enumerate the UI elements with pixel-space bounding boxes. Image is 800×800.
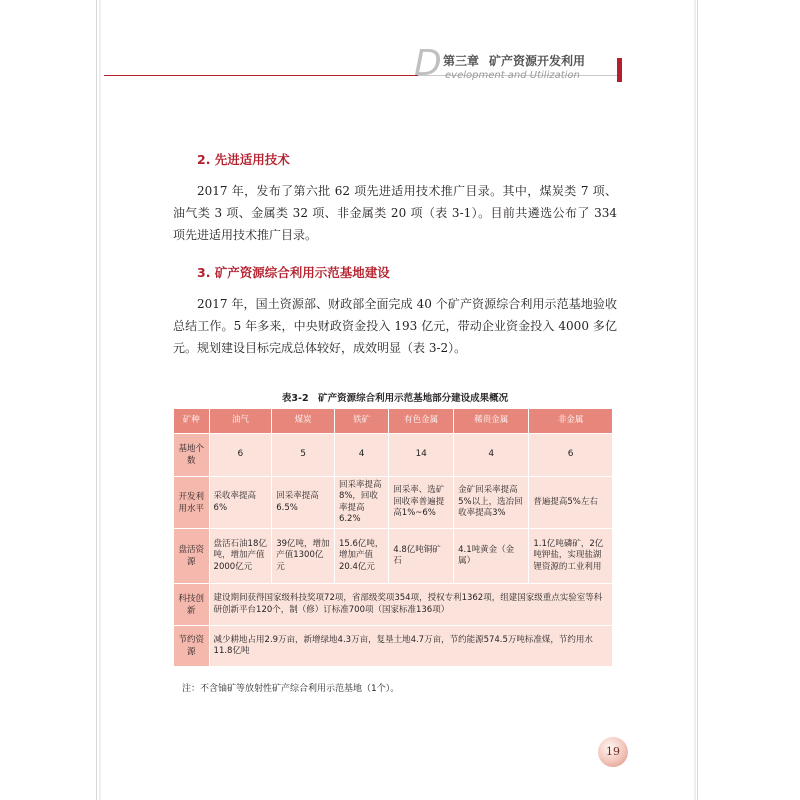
row-header: 开发利用水平 [174, 477, 210, 529]
table-cell-merged: 建设期间获得国家级科技奖项72项，省部级奖项354项，授权专利1362项，组建国家级重点实验室等科研创新平台120个，制（修）订标准700项（国家标准136项） [209, 584, 612, 626]
column-header: 稀贵金属 [454, 409, 529, 434]
page-edge-right [697, 0, 698, 800]
chapter-number: 第三章 [443, 54, 480, 68]
column-header: 有色金属 [389, 409, 454, 434]
table-note: 注：不含铀矿等放射性矿产综合利用示范基地（1个）。 [182, 684, 400, 694]
table-row [174, 626, 613, 667]
table-row [174, 434, 613, 477]
row-header: 科技创新 [174, 584, 210, 626]
page-edge-left [96, 0, 97, 800]
results-table [173, 408, 613, 667]
column-header: 煤炭 [272, 409, 335, 434]
table-cell: 回采率提高8%，回收率提高6.2% [334, 477, 388, 529]
table-cell: 回采率、选矿回收率普遍提高1%~6% [389, 477, 454, 529]
column-header: 铁矿 [334, 409, 388, 434]
paragraph-demo-base: 2017 年，国土资源部、财政部全面完成 40 个矿产资源综合利用示范基地验收总结工作。5 年多来，中央财政资金投入 193 亿元，带动企业资金投入 4000 多亿元。规划建设目标完成总体较好，成效明显（表 3-2）。 [173, 297, 617, 355]
page-edge-right-shadow [694, 0, 696, 800]
header-big-letter: D [414, 43, 442, 84]
header-accent-bar [617, 58, 622, 82]
table-row [174, 584, 613, 626]
table-row [174, 477, 613, 529]
column-header: 油气 [209, 409, 272, 434]
table-cell: 金矿回采率提高5%以上，选冶回收率提高3% [454, 477, 529, 529]
table-cell: 盘活石油18亿吨，增加产值2000亿元 [209, 529, 272, 584]
column-header: 矿种 [174, 409, 210, 434]
table-header-row [174, 409, 613, 434]
table-cell: 4.1吨黄金（金属） [454, 529, 529, 584]
table-caption: 表3-2 矿产资源综合利用示范基地部分建设成果概况 [281, 393, 509, 404]
header-rule-red [104, 75, 420, 76]
table-row [174, 529, 613, 584]
table-cell: 4.8亿吨铜矿石 [389, 529, 454, 584]
table-cell: 6 [529, 434, 613, 477]
table-cell-merged: 减少耕地占用2.9万亩，新增绿地4.3万亩，复垦土地4.7万亩，节约能源574.5万吨标准煤，节约用水11.8亿吨 [209, 626, 612, 667]
table-cell: 14 [389, 434, 454, 477]
chapter-title: 矿产资源开发利用 [489, 54, 586, 68]
page-number: 19 [598, 737, 628, 767]
table-cell: 采收率提高6% [209, 477, 272, 529]
section-title-demo-base: 3. 矿产资源综合利用示范基地建设 [197, 265, 390, 280]
header-chapter [443, 52, 585, 69]
table-cell: 5 [272, 434, 335, 477]
table-cell: 6 [209, 434, 272, 477]
row-header: 基地个数 [174, 434, 210, 477]
table-cell: 回采率提高6.5% [272, 477, 335, 529]
paragraph-advanced-tech: 2017 年，发布了第六批 62 项先进适用技术推广目录。其中，煤炭类 7 项、油气类 3 项、金属类 32 项、非金属类 20 项（表 3-1）。目前共遴选公布了 334 项先进适用技术推广目录。 [173, 184, 617, 242]
header-english-title: evelopment and Utilization [445, 70, 580, 81]
row-header: 节约资源 [174, 626, 210, 667]
table-cell: 4 [334, 434, 388, 477]
row-header: 盘活资源 [174, 529, 210, 584]
table-cell: 1.1亿吨磷矿，2亿吨钾盐，实现盐湖锂资源的工业利用 [529, 529, 613, 584]
table-cell: 4 [454, 434, 529, 477]
page-edge-left-shadow [99, 0, 101, 800]
table-cell: 39亿吨，增加产值1300亿元 [272, 529, 335, 584]
column-header: 非金属 [529, 409, 613, 434]
section-title-advanced-tech: 2. 先进适用技术 [197, 152, 290, 167]
table-cell: 普遍提高5%左右 [529, 477, 613, 529]
table-cell: 15.6亿吨，增加产值20.4亿元 [334, 529, 388, 584]
